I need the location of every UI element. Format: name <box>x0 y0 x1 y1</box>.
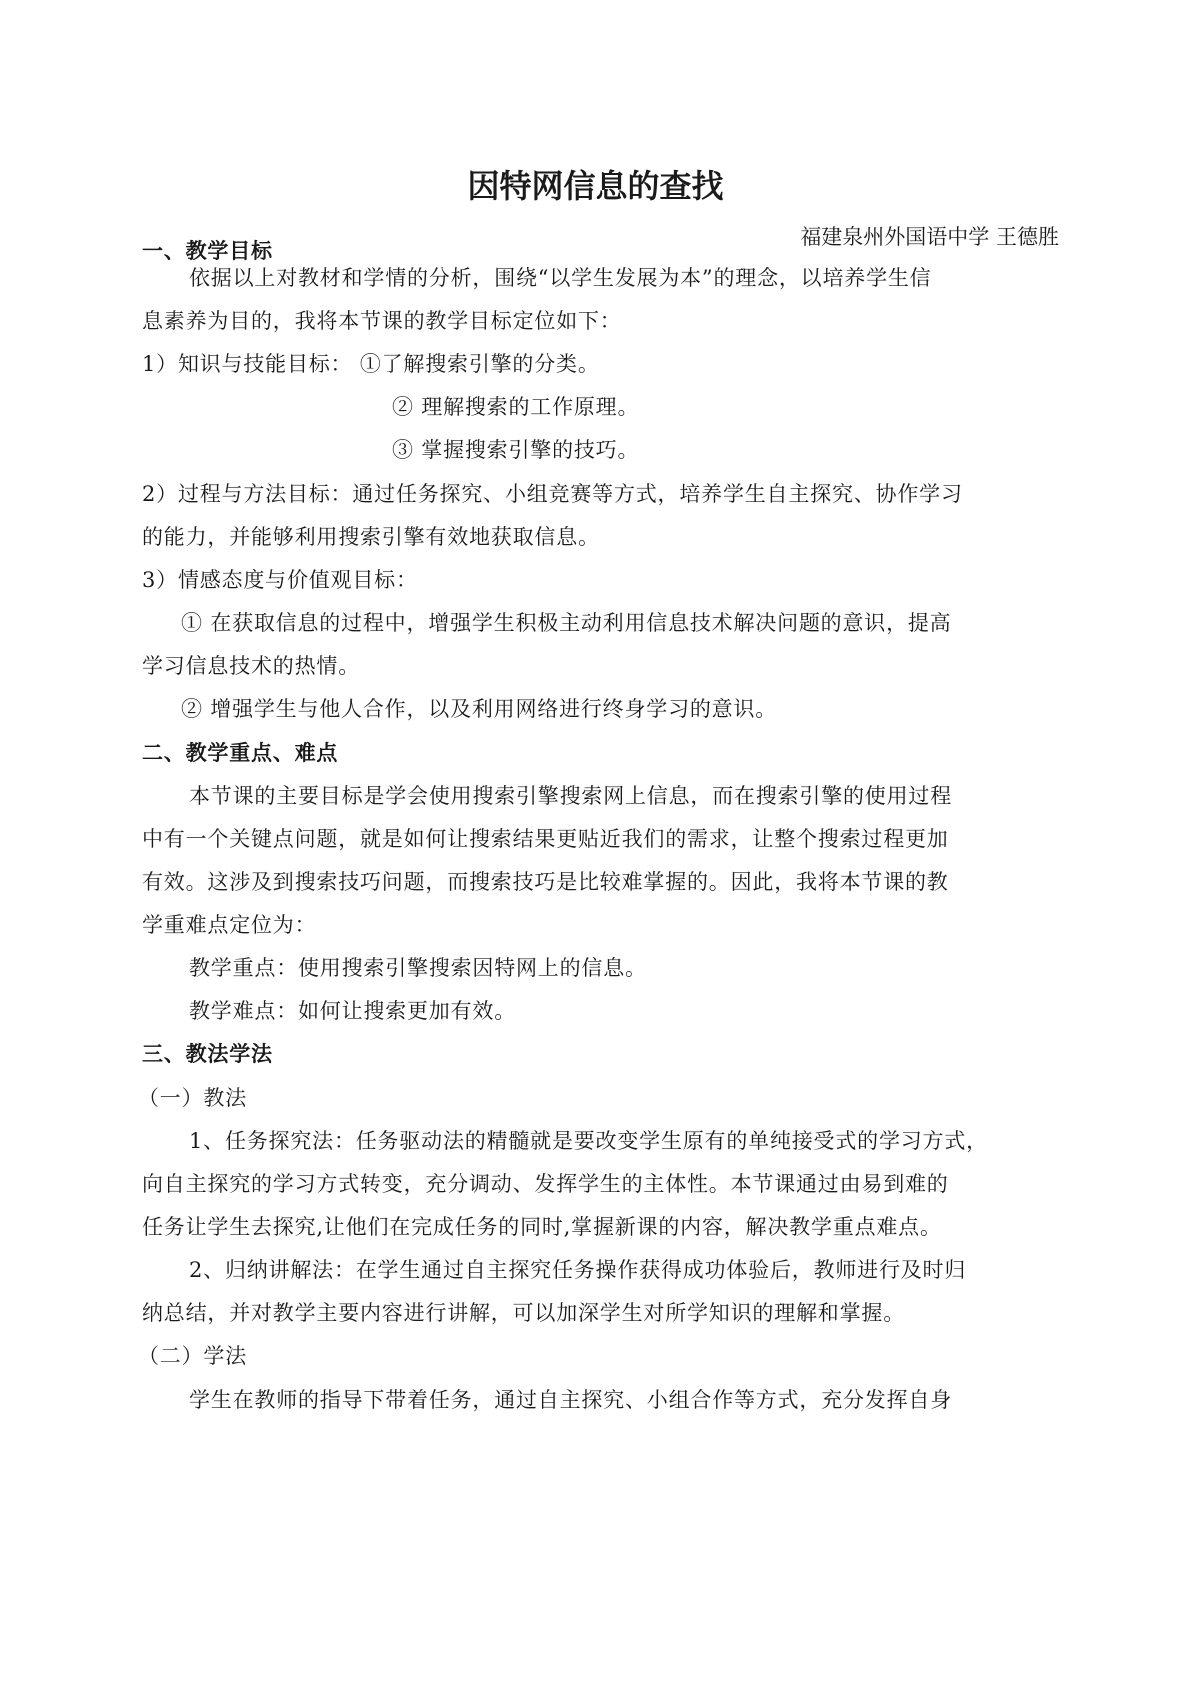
goal-attitude-item-1: ① 在获取信息的过程中，增强学生积极主动利用信息技术解决问题的意识，提高 <box>181 611 952 635</box>
goal-attitude-values: 3）情感态度与价值观目标： <box>142 568 418 592</box>
paragraph-line: 本节课的主要目标是学会使用搜索引擎搜索网上信息，而在搜索引擎的使用过程 <box>189 784 952 808</box>
key-point: 教学重点：使用搜索引擎搜索因特网上的信息。 <box>189 956 647 980</box>
subheading-learning-method: （二）学法 <box>138 1344 247 1368</box>
goal-knowledge-skills: 1）知识与技能目标： ①了解搜索引擎的分类。 <box>142 352 600 376</box>
goal-process-methods: 2）过程与方法目标：通过任务探究、小组竞赛等方式，培养学生自主探究、协作学习 <box>142 482 963 506</box>
author-line: 福建泉州外国语中学 王德胜 <box>800 225 1059 249</box>
paragraph-line: 有效。这涉及到搜索技巧问题，而搜索技巧是比较难掌握的。因此，我将本节课的教 <box>142 870 949 894</box>
section-heading-key-points: 二、教学重点、难点 <box>142 741 339 765</box>
goal-knowledge-item-3: ③ 掌握搜索引擎的技巧。 <box>392 438 640 462</box>
paragraph-line: 学生在教师的指导下带着任务，通过自主探究、小组合作等方式，充分发挥自身 <box>189 1388 952 1412</box>
paragraph-line: 学重难点定位为： <box>142 913 317 937</box>
goal-knowledge-item-2: ② 理解搜索的工作原理。 <box>392 395 640 419</box>
section-heading-goals: 一、教学目标 <box>142 239 273 263</box>
paragraph-line: 中有一个关键点问题，就是如何让搜索结果更贴近我们的需求，让整个搜索过程更加 <box>142 827 949 851</box>
method-induction-explanation: 2、归纳讲解法：在学生通过自主探究任务操作获得成功体验后，教师进行及时归 <box>189 1258 967 1282</box>
paragraph-line: 学习信息技术的热情。 <box>142 654 360 678</box>
paragraph-line: 向自主探究的学习方式转变，充分调动、发挥学生的主体性。本节课通过由易到难的 <box>142 1172 949 1196</box>
paragraph-line: 息素养为目的，我将本节课的教学目标定位如下： <box>142 309 622 333</box>
subheading-teaching-method: （一）教法 <box>138 1086 247 1110</box>
paragraph-line: 依据以上对教材和学情的分析，围绕“以学生发展为本”的理念，以培养学生信 <box>189 266 932 290</box>
paragraph-line: 的能力，并能够利用搜索引擎有效地获取信息。 <box>142 525 600 549</box>
method-task-exploration: 1、任务探究法：任务驱动法的精髓就是要改变学生原有的单纯接受式的学习方式， <box>189 1129 988 1153</box>
document-title: 因特网信息的查找 <box>467 167 724 205</box>
difficult-point: 教学难点：如何让搜索更加有效。 <box>189 999 516 1023</box>
paragraph-line: 纳总结，并对教学主要内容进行讲解，可以加深学生对所学知识的理解和掌握。 <box>142 1301 905 1325</box>
paragraph-line: 任务让学生去探究,让他们在完成任务的同时,掌握新课的内容，解决教学重点难点。 <box>142 1215 942 1239</box>
section-heading-methods: 三、教法学法 <box>142 1042 273 1066</box>
goal-attitude-item-2: ② 增强学生与他人合作，以及利用网络进行终身学习的意识。 <box>181 697 778 721</box>
